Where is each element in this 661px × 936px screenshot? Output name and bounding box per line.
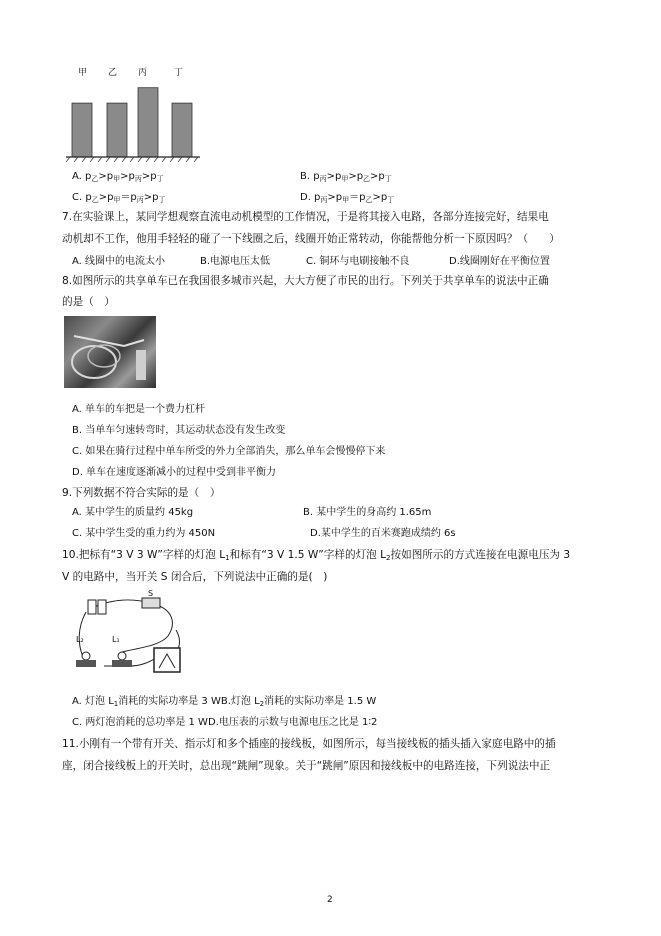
q6-c-t4: ＝p [120, 192, 137, 203]
q8-option-b[interactable]: B. 当单车匀速转弯时，其运动状态没有发生改变 [72, 425, 286, 436]
battery-cell-1 [88, 600, 96, 614]
q6-d-t6: >p [372, 192, 388, 203]
q10-stem-line2: V 的电路中，当开关 S 闭合后，下列说法中正确的是( ) [62, 571, 328, 583]
q6-a-t4: >p [120, 171, 135, 182]
lamp-l1-base [112, 660, 132, 667]
q6-d-s7: 丁 [387, 196, 395, 204]
q7-stem-line1: 7.在实验课上，某同学想观察直流电动机模型的工作情况，于是将其接入电路，各部分连接完好，结果电 [62, 211, 549, 223]
q6-c-t0: C. p [72, 192, 92, 203]
q6-option-a[interactable] [72, 170, 164, 186]
q8-option-a[interactable]: A. 单车的车把是一个费力杠杆 [72, 404, 206, 415]
q6-a-s3: 甲 [113, 175, 121, 183]
q11-stem-line2: 座，闭合接线板上的开关时，总出现“跳闸”现象。关于“跳闸”原因和接线板中的电路连接，下列说法中正 [62, 760, 551, 772]
q10-a-t2: 消耗的实际功率是 1.5 W [264, 696, 377, 707]
q6-c-s7: 丁 [158, 196, 166, 204]
q6-option-d[interactable] [300, 191, 394, 207]
bar-label-ding: 丁 [174, 68, 184, 78]
q6-a-s5: 丙 [134, 175, 142, 183]
q10-l1-sub1: 1 [225, 554, 230, 562]
q6-c-t6: >p [143, 192, 159, 203]
q6-a-t0: A. p [72, 171, 92, 182]
page-number: 2 [327, 895, 333, 905]
bar-乙 [107, 103, 127, 157]
q7-option-d[interactable]: D.线圈刚好在平衡位置 [449, 256, 550, 267]
q8-option-c[interactable]: C. 如果在骑行过程中单车所受的外力全部消失，那么单车会慢慢停下来 [72, 446, 386, 457]
ground-hatch [66, 157, 198, 162]
q10-l1-a: 10.把标有“3 V 3 W”字样的灯泡 L [62, 549, 226, 561]
bar-label-jia: 甲 [78, 68, 88, 78]
q10-option-cd[interactable]: C. 两灯泡消耗的总功率是 1 WD.电压表的示数与电源电压之比是 1∶2 [72, 717, 378, 728]
q8-option-d[interactable]: D. 单车在速度逐渐减小的过程中受到非平衡力 [72, 467, 277, 478]
bar-label-bing: 丙 [138, 68, 148, 78]
q10-l1-b: 和标有“3 V 1.5 W”字样的灯泡 L [229, 549, 387, 561]
q6-d-s3: 甲 [342, 196, 350, 204]
lamp-l2-base [76, 660, 96, 667]
lamp-l2-label: L₂ [76, 635, 84, 644]
q8-stem-line1: 8.如图所示的共享单车已在我国很多城市兴起，大大方便了市民的出行。下列关于共享单车的说法中正确 [62, 275, 549, 287]
bar-丙 [138, 88, 158, 157]
q6-a-t2: >p [98, 171, 114, 182]
q6-b-s5: 乙 [363, 175, 371, 183]
q10-circuit-figure [64, 590, 194, 684]
q6-c-s5: 丙 [136, 196, 144, 204]
q6-d-t2: >p [327, 192, 343, 203]
q8-stem-line2: 的是（ ） [62, 296, 115, 308]
q10-a-t0: A. 灯泡 L [72, 696, 114, 707]
q6-d-s5: 乙 [365, 196, 373, 204]
bar-chart-svg [66, 80, 202, 164]
lamp-l1 [118, 652, 126, 660]
q10-a-s1: 1 [113, 700, 119, 708]
lamp-l2 [82, 652, 90, 660]
q6-b-t4: >p [348, 171, 364, 182]
q10-a-t1: 消耗的实际功率是 3 WB.灯泡 L [118, 696, 260, 707]
q10-l1-c: 按如图所示的方式连接在电源电压为 3 [390, 549, 571, 561]
shared-bike-photo [64, 316, 156, 388]
q6-d-t4: ＝p [349, 192, 366, 203]
q6-b-t0: B. p [300, 171, 320, 182]
bar-甲 [72, 103, 92, 157]
q7-stem-line2: 动机却不工作，他用手轻轻的碰了一下线圈之后，线圈开始正常转动，你能帮他分析一下原因吗？（ ） [62, 233, 560, 245]
switch-label: S [148, 590, 154, 598]
q6-b-s7: 丁 [384, 175, 392, 183]
q6-b-s3: 甲 [341, 175, 349, 183]
q7-option-b[interactable]: B.电源电压太低 [200, 256, 271, 267]
q9-option-b[interactable]: B. 某中学生的身高约 1.65m [303, 507, 432, 518]
q6-a-s7: 丁 [156, 175, 164, 183]
q6-c-s1: 乙 [91, 196, 99, 204]
q6-c-s3: 甲 [113, 196, 121, 204]
bar-丁 [172, 103, 192, 157]
q6-b-s1: 丙 [319, 175, 327, 183]
q7-option-c[interactable]: C. 铜环与电刷接触不良 [306, 256, 410, 267]
q9-option-d[interactable]: D.某中学生的百米赛跑成绩约 6s [310, 528, 456, 539]
q9-stem: 9.下列数据不符合实际的是（ ） [62, 487, 221, 499]
q11-stem-line1: 11.小刚有一个带有开关、指示灯和多个插座的接线板，如图所示，每当接线板的插头插入家庭电路中的插 [62, 738, 556, 750]
q10-a-s2: 2 [259, 700, 265, 708]
q6-b-t2: >p [326, 171, 342, 182]
q9-option-c[interactable]: C. 某中学生受的重力约为 450N [72, 528, 216, 539]
q6-a-s1: 乙 [91, 175, 99, 183]
q7-option-a[interactable]: A. 线圈中的电流太小 [72, 256, 166, 267]
q6-option-c[interactable] [72, 191, 166, 207]
q6-a-t6: >p [141, 171, 157, 182]
bar-label-yi: 乙 [108, 68, 118, 78]
q10-l1-sub2: 2 [386, 554, 391, 562]
bike-photo-overlay [64, 316, 156, 388]
q10-stem-line1 [62, 548, 570, 565]
q6-c-t2: >p [98, 192, 114, 203]
q6-b-t6: >p [370, 171, 385, 182]
q9-option-a[interactable]: A. 某中学生的质量约 45kg [72, 507, 194, 518]
lamp-l1-label: L₁ [112, 635, 120, 644]
battery-cell-2 [98, 600, 106, 614]
q6-d-s1: 丙 [320, 196, 328, 204]
q10-option-ab[interactable] [72, 695, 376, 711]
switch-s [142, 598, 160, 608]
q6-d-t0: D. p [300, 192, 321, 203]
voltmeter [154, 648, 180, 672]
q6-option-b[interactable] [300, 170, 392, 186]
